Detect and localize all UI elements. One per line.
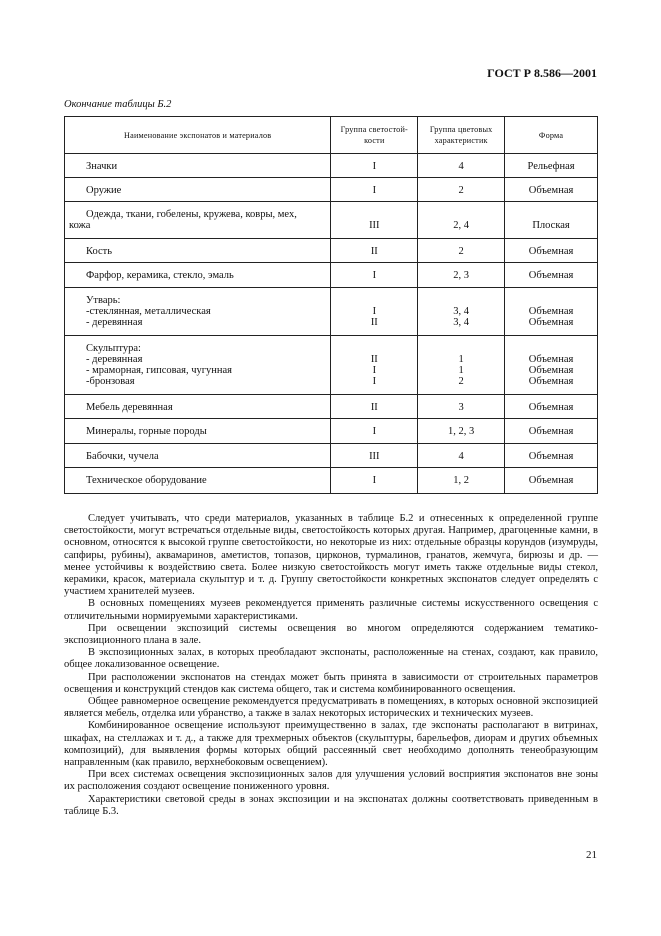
page-number: 21 [586, 849, 597, 861]
cell-color [418, 444, 505, 468]
cell-group [331, 178, 418, 202]
cell-form [505, 468, 598, 494]
cell-color [418, 288, 505, 336]
cell-line: -стеклянная, металлическая [86, 306, 211, 317]
cell-line: Минералы, горные породы [86, 426, 207, 437]
body-text [64, 513, 598, 818]
paragraph: В экспозиционных залах, в которых преобладают экспонаты, расположенные на стенах, создают, как правило, общее локализованное освещение. [64, 647, 598, 671]
table-row [65, 395, 598, 419]
cell-line: I [372, 185, 377, 196]
cell-line: Объемная [528, 246, 574, 257]
cell-line: 3 [458, 402, 464, 413]
cell-line [505, 295, 597, 306]
cell-line: III [369, 451, 380, 462]
cell-line: - мраморная, гипсовая, чугунная [86, 365, 233, 376]
cell-line: 2 [458, 376, 464, 387]
cell-line: 1, 2, 3 [448, 426, 475, 437]
column-header-color-group: Группа цветовых характеристик [418, 117, 505, 154]
cell-line: 1, 2 [453, 475, 470, 486]
cell-name [65, 263, 331, 288]
cell-form [505, 178, 598, 202]
cell-line: Кость [86, 246, 113, 257]
cell-line [331, 343, 417, 354]
table-row [65, 288, 598, 336]
table-row [65, 154, 598, 178]
table-row [65, 202, 598, 239]
table-row [65, 468, 598, 494]
cell-line [505, 343, 597, 354]
cell-line: II [370, 402, 378, 413]
paragraph: При освещении экспозиций системы освещения во многом определяются содержанием тематико-экспозиционного плана в зале. [64, 622, 598, 647]
cell-line: - деревянная [86, 317, 143, 328]
column-header-form: Форма [505, 117, 598, 154]
cell-line: 3, 4 [453, 317, 470, 328]
cell-line: I [372, 270, 377, 281]
cell-group [331, 336, 418, 395]
cell-line: 2 [458, 246, 464, 257]
column-header-name: Наименование экспонатов и материалов [65, 117, 331, 154]
cell-form [505, 395, 598, 419]
cell-form [505, 239, 598, 263]
table-header-row [65, 117, 598, 154]
cell-line: Объемная [528, 354, 574, 365]
cell-name [65, 336, 331, 395]
cell-name [65, 288, 331, 336]
cell-line [331, 295, 417, 306]
table-body [65, 154, 598, 494]
cell-line: II [370, 246, 378, 257]
cell-line: Объемная [528, 376, 574, 387]
cell-group [331, 154, 418, 178]
cell-color [418, 239, 505, 263]
paragraph: Общее равномерное освещение рекомендуется предусматривать в помещениях, в которых основной экспозицией является мебель, отделка или убранство, а также в залах некоторых исторических и технических музеев. [64, 696, 598, 720]
cell-line: III [369, 220, 380, 231]
cell-line: I [372, 365, 377, 376]
table-row [65, 336, 598, 395]
cell-line: Скульптура: [86, 343, 141, 354]
cell-color [418, 263, 505, 288]
cell-line: 2, 4 [453, 220, 470, 231]
cell-color [418, 336, 505, 395]
column-header-lightfastness: Группа светостой-кости [331, 117, 418, 154]
cell-line: 1 [458, 365, 464, 376]
cell-line [418, 209, 504, 220]
cell-line: Объемная [528, 317, 574, 328]
cell-line: Утварь: [86, 295, 121, 306]
cell-color [418, 178, 505, 202]
cell-line: 4 [458, 451, 464, 462]
cell-group [331, 288, 418, 336]
cell-line: Бабочки, чучела [86, 451, 159, 462]
cell-line: Плоская [532, 220, 570, 231]
cell-line [331, 209, 417, 220]
cell-line: - деревянная [86, 354, 143, 365]
cell-color [418, 395, 505, 419]
cell-name [65, 239, 331, 263]
cell-line: I [372, 161, 377, 172]
cell-line: Мебель деревянная [86, 402, 173, 413]
cell-line: -бронзовая [86, 376, 135, 387]
cell-line: Объемная [528, 451, 574, 462]
cell-line: 3, 4 [453, 306, 470, 317]
exhibits-table [64, 116, 598, 494]
cell-line: Оружие [86, 185, 122, 196]
cell-line: Значки [86, 161, 118, 172]
cell-form [505, 419, 598, 444]
document-header: ГОСТ Р 8.586—2001 [487, 66, 597, 80]
cell-line: Объемная [528, 306, 574, 317]
cell-group [331, 468, 418, 494]
cell-color [418, 154, 505, 178]
cell-line: Рельефная [527, 161, 575, 172]
cell-color [418, 202, 505, 239]
paragraph: Следует учитывать, что среди материалов, указанных в таблице Б.2 и отнесенных к определенной группе светостойкости, могут встречаться отдельные виды, светостойкость которых другая. Например, драгоценные камни, в основном, относятся к высокой группе светостойкости, но некоторые из них: отдельные образцы корундов (изумруды, сапфиры, рубины), аквамаринов, аметистов, топазов, цирконов, турмалинов, гранатов, жемчуга, бирюзы и др. — менее устойчивы к воздействию света. Более низкую светостойкость могут иметь также отдельные виды стекол, керамики, красок, материала скульптур и т. д. Группу светостойкости конкретных экспонатов следует определять с участием хранителей музеев. [64, 513, 598, 598]
paragraph: Характеристики световой среды в зонах экспозиции и на экспонатах должны соответствовать приведенным в таблице Б.3. [64, 793, 598, 817]
cell-line: II [370, 354, 378, 365]
cell-line: Объемная [528, 270, 574, 281]
cell-line: Одежда, ткани, гобелены, кружева, ковры, мех, [86, 209, 297, 220]
table-row [65, 239, 598, 263]
table-row [65, 178, 598, 202]
cell-line: Объемная [528, 402, 574, 413]
cell-form [505, 202, 598, 239]
table-caption: Окончание таблицы Б.2 [64, 99, 172, 110]
cell-line: Техническое оборудование [86, 475, 207, 486]
cell-form [505, 154, 598, 178]
cell-group [331, 263, 418, 288]
cell-group [331, 444, 418, 468]
cell-line [418, 295, 504, 306]
cell-line [505, 209, 597, 220]
cell-name [65, 444, 331, 468]
cell-line: 2 [458, 185, 464, 196]
paragraph: Комбинированное освещение используют преимущественно в залах, где экспонаты располагают в витринах, шкафах, на стеллажах и т. д., а также для трехмерных объектов (скульптуры, барельефов, диорам и других объемных композиций), для выявления формы которых общий рассеянный свет необходимо дополнять тенеобразующим направленным (как правило, верхнебоковым освещением). [64, 720, 598, 769]
cell-line: 2, 3 [453, 270, 470, 281]
cell-name [65, 468, 331, 494]
cell-name [65, 395, 331, 419]
cell-line: 4 [458, 161, 464, 172]
table-row [65, 263, 598, 288]
cell-line [418, 343, 504, 354]
cell-group [331, 395, 418, 419]
cell-name [65, 178, 331, 202]
cell-line: Объемная [528, 426, 574, 437]
cell-line: кожа [69, 220, 91, 231]
cell-color [418, 419, 505, 444]
cell-group [331, 202, 418, 239]
cell-form [505, 444, 598, 468]
cell-line: 1 [458, 354, 464, 365]
cell-color [418, 468, 505, 494]
cell-group [331, 419, 418, 444]
cell-name [65, 419, 331, 444]
cell-line: I [372, 376, 377, 387]
cell-line: II [370, 317, 378, 328]
cell-form [505, 263, 598, 288]
cell-line: Объемная [528, 185, 574, 196]
cell-form [505, 336, 598, 395]
table-row [65, 444, 598, 468]
cell-line: Объемная [528, 475, 574, 486]
cell-name [65, 154, 331, 178]
cell-line: I [372, 475, 377, 486]
paragraph: В основных помещениях музеев рекомендуется применять различные системы искусственного освещения с отличительными нормируемыми характеристиками. [64, 598, 598, 622]
cell-group [331, 239, 418, 263]
cell-line: Объемная [528, 365, 574, 376]
paragraph: При всех системах освещения экспозиционных залов для улучшения условий восприятия экспонатов вне зоны их расположения создают освещение пониженного уровня. [64, 769, 598, 793]
cell-line: I [372, 426, 377, 437]
cell-form [505, 288, 598, 336]
cell-line: I [372, 306, 377, 317]
table-row [65, 419, 598, 444]
cell-line: Фарфор, керамика, стекло, эмаль [86, 270, 234, 281]
paragraph: При расположении экспонатов на стендах может быть принята в зависимости от строительных параметров освещения и конструкций стендов как система общего, так и система комбинированного освещения. [64, 671, 598, 695]
cell-name [65, 202, 331, 239]
